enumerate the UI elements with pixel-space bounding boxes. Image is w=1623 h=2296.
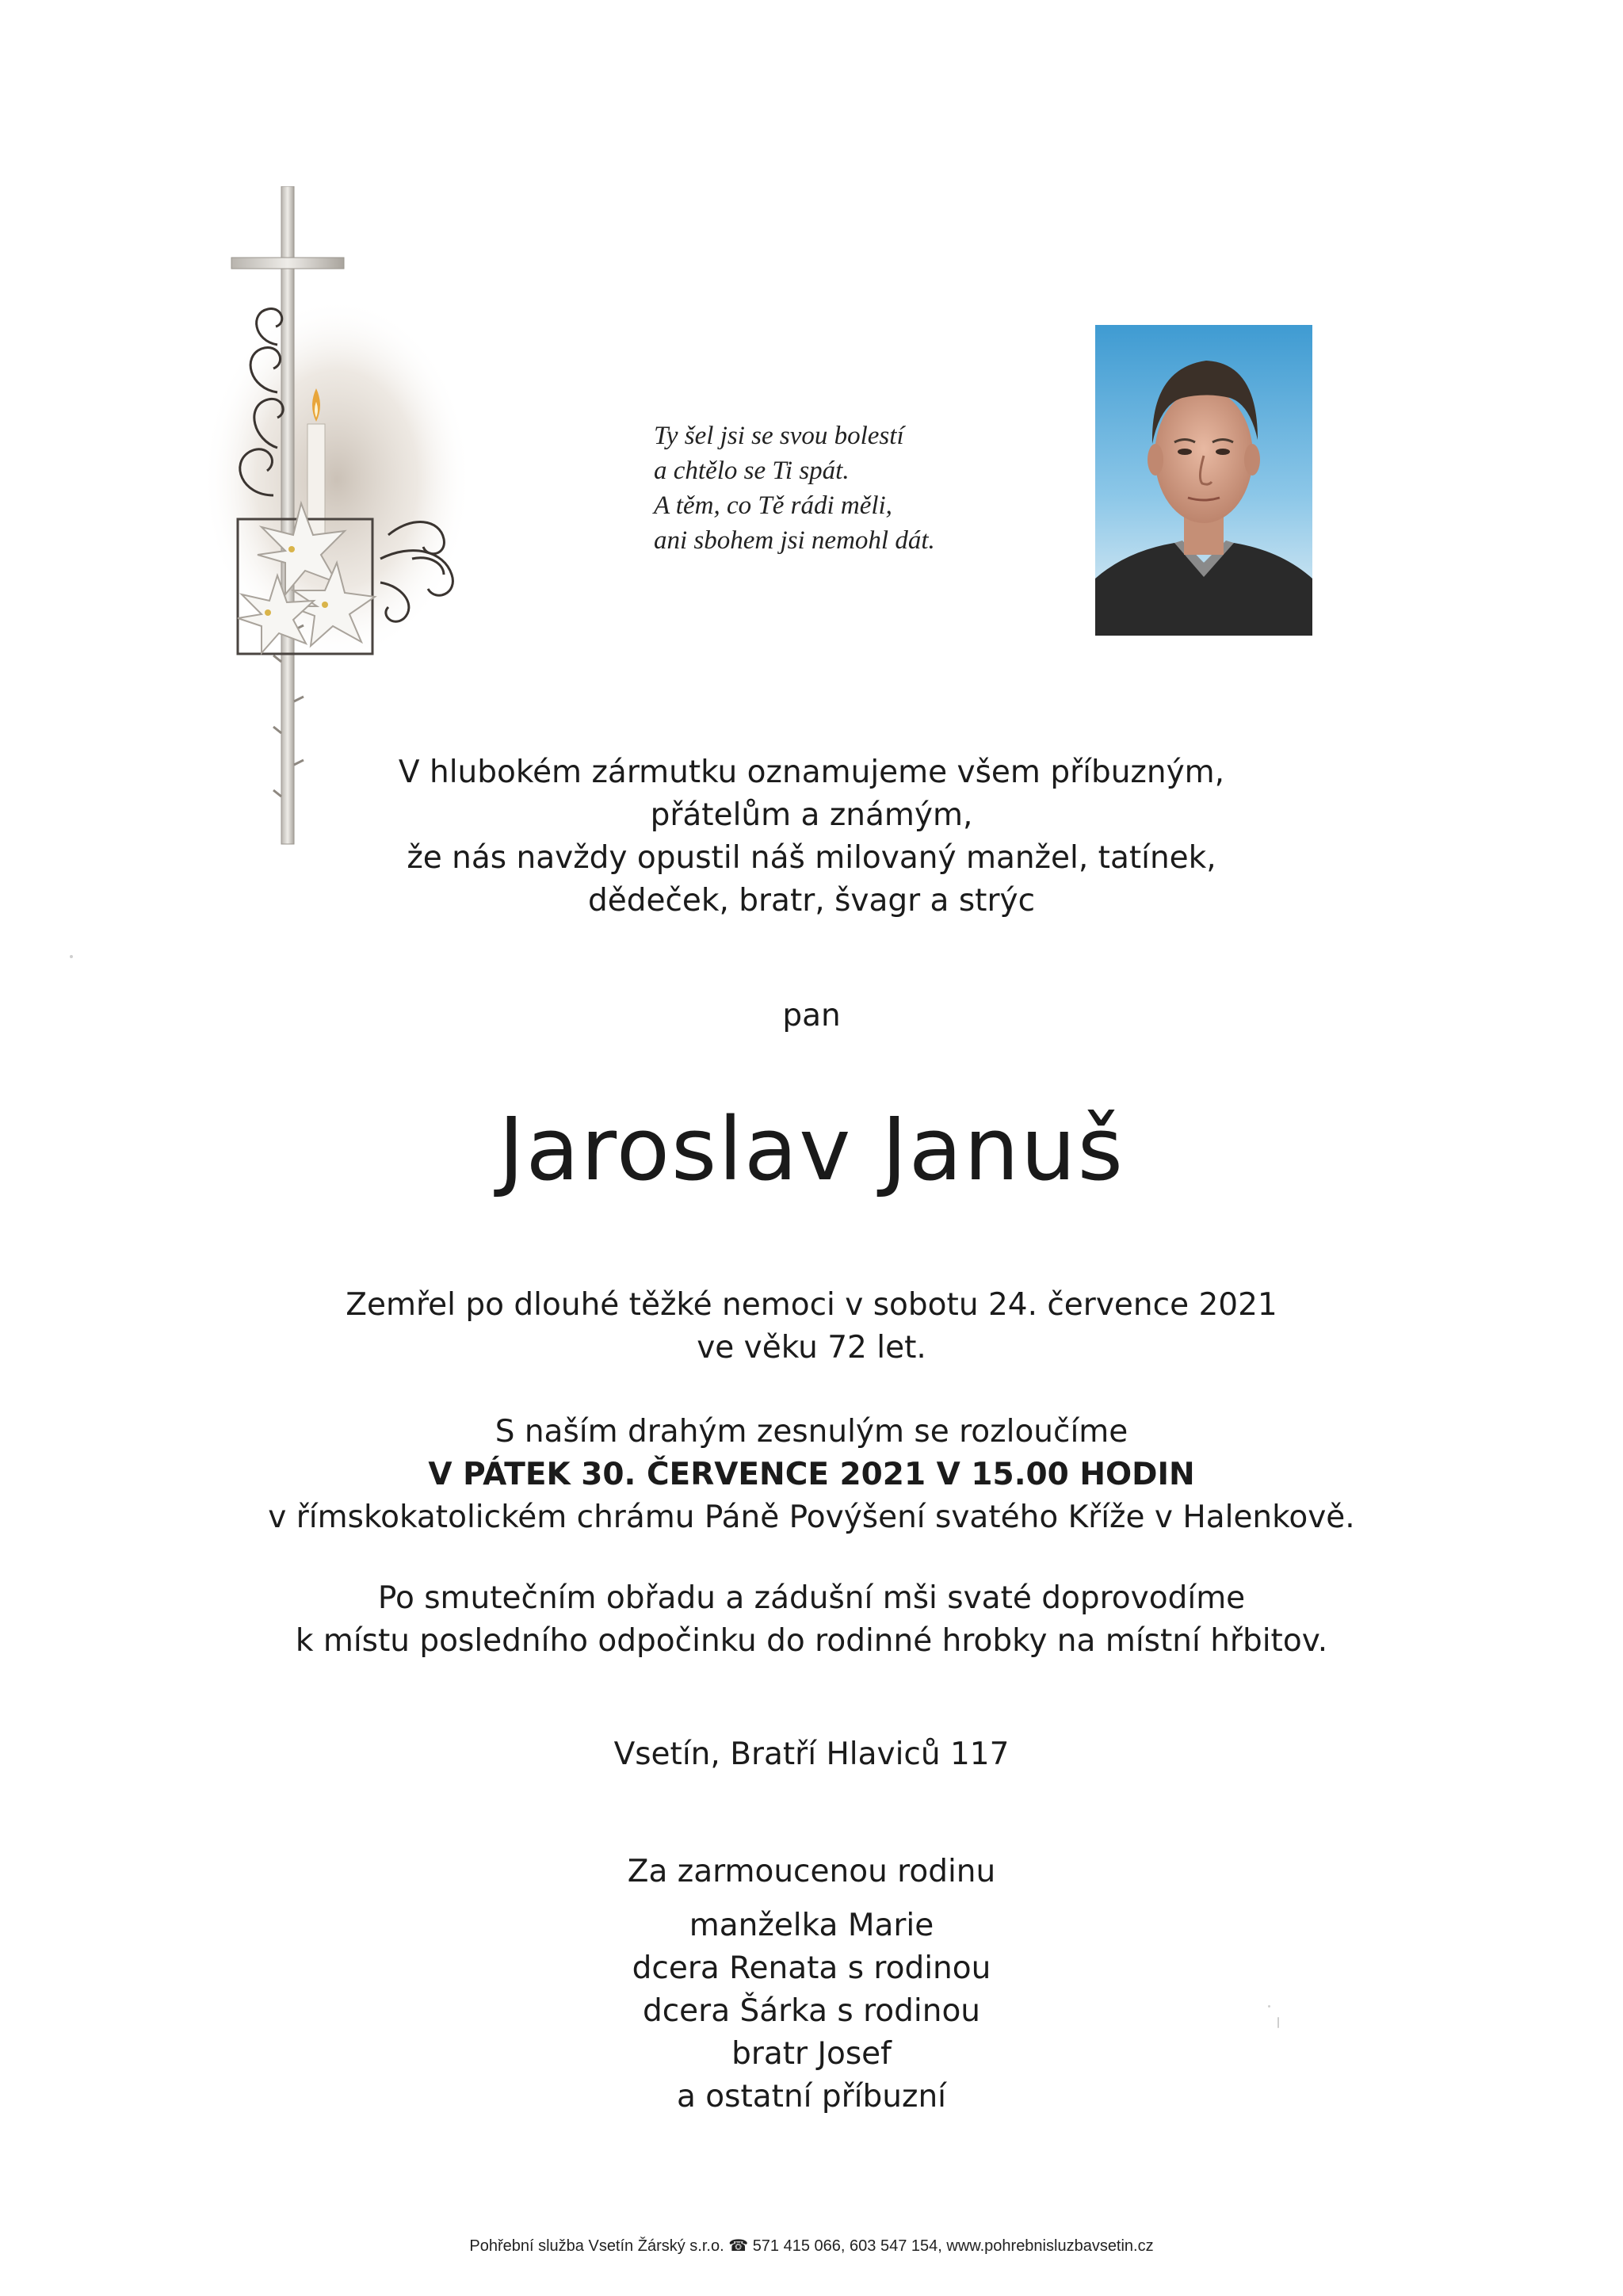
announcement-line: dědeček, bratr, švagr a strýc bbox=[587, 883, 1036, 919]
ceremony-location: v římskokatolickém chrámu Páně Povýšení svatého Kříže v Halenkově. bbox=[268, 1499, 1355, 1535]
burial-line: k místu posledního odpočinku do rodinné hrobky na místní hřbitov. bbox=[295, 1623, 1328, 1659]
announcement-text bbox=[0, 751, 1623, 923]
announcement-line: že nás navždy opustil náš milovaný manžel, tatínek, bbox=[407, 840, 1216, 876]
poem-line: ani sbohem jsi nemohl dát. bbox=[654, 526, 935, 555]
family-member: manželka Marie bbox=[689, 1908, 934, 1943]
funeral-service-footer bbox=[0, 2235, 1623, 2257]
family-member: bratr Josef bbox=[731, 2036, 892, 2072]
death-line: ve věku 72 let. bbox=[697, 1330, 926, 1366]
deceased-name: Jaroslav Januš bbox=[498, 1098, 1125, 1200]
memorial-poem bbox=[654, 418, 1050, 558]
family-heading: Za zarmoucenou rodinu bbox=[627, 1854, 996, 1889]
footer-company: Pohřební služba Vsetín Žárský s.r.o. bbox=[469, 2237, 724, 2255]
family-signature bbox=[0, 1851, 1623, 2118]
salutation: pan bbox=[782, 998, 841, 1033]
ceremony-date-time: V PÁTEK 30. ČERVENCE 2021 V 15.00 HODIN bbox=[428, 1457, 1195, 1492]
scan-speck bbox=[70, 955, 73, 958]
poem-line: A těm, co Tě rádi měli, bbox=[654, 491, 892, 520]
family-member: a ostatní příbuzní bbox=[676, 2079, 947, 2115]
poem-line: a chtělo se Ti spát. bbox=[654, 457, 850, 485]
ceremony-intro: S naším drahým zesnulým se rozloučíme bbox=[495, 1414, 1128, 1450]
portrait-photo bbox=[1095, 325, 1312, 636]
family-address: Vsetín, Bratří Hlaviců 117 bbox=[613, 1736, 1010, 1772]
death-details bbox=[0, 1284, 1623, 1370]
announcement-line: V hlubokém zármutku oznamujeme všem příbuzným, bbox=[398, 755, 1225, 790]
family-member: dcera Renata s rodinou bbox=[632, 1950, 991, 1986]
burial-details bbox=[0, 1577, 1623, 1663]
family-member: dcera Šárka s rodinou bbox=[642, 1993, 981, 2029]
footer-phones: 571 415 066, 603 547 154, bbox=[752, 2237, 942, 2255]
phone-icon: ☎ bbox=[728, 2237, 749, 2255]
burial-line: Po smutečním obřadu a zádušní mši svaté doprovodíme bbox=[377, 1580, 1246, 1616]
footer-website[interactable]: www.pohrebnisluzbavsetin.cz bbox=[946, 2237, 1154, 2255]
scan-speck bbox=[1277, 2017, 1279, 2028]
ceremony-details bbox=[0, 1411, 1623, 1539]
announcement-line: přátelům a známým, bbox=[650, 797, 973, 833]
poem-line: Ty šel jsi se svou bolestí bbox=[654, 422, 904, 450]
death-line: Zemřel po dlouhé těžké nemoci v sobotu 24. července 2021 bbox=[346, 1287, 1277, 1323]
scan-speck bbox=[1268, 2005, 1270, 2008]
